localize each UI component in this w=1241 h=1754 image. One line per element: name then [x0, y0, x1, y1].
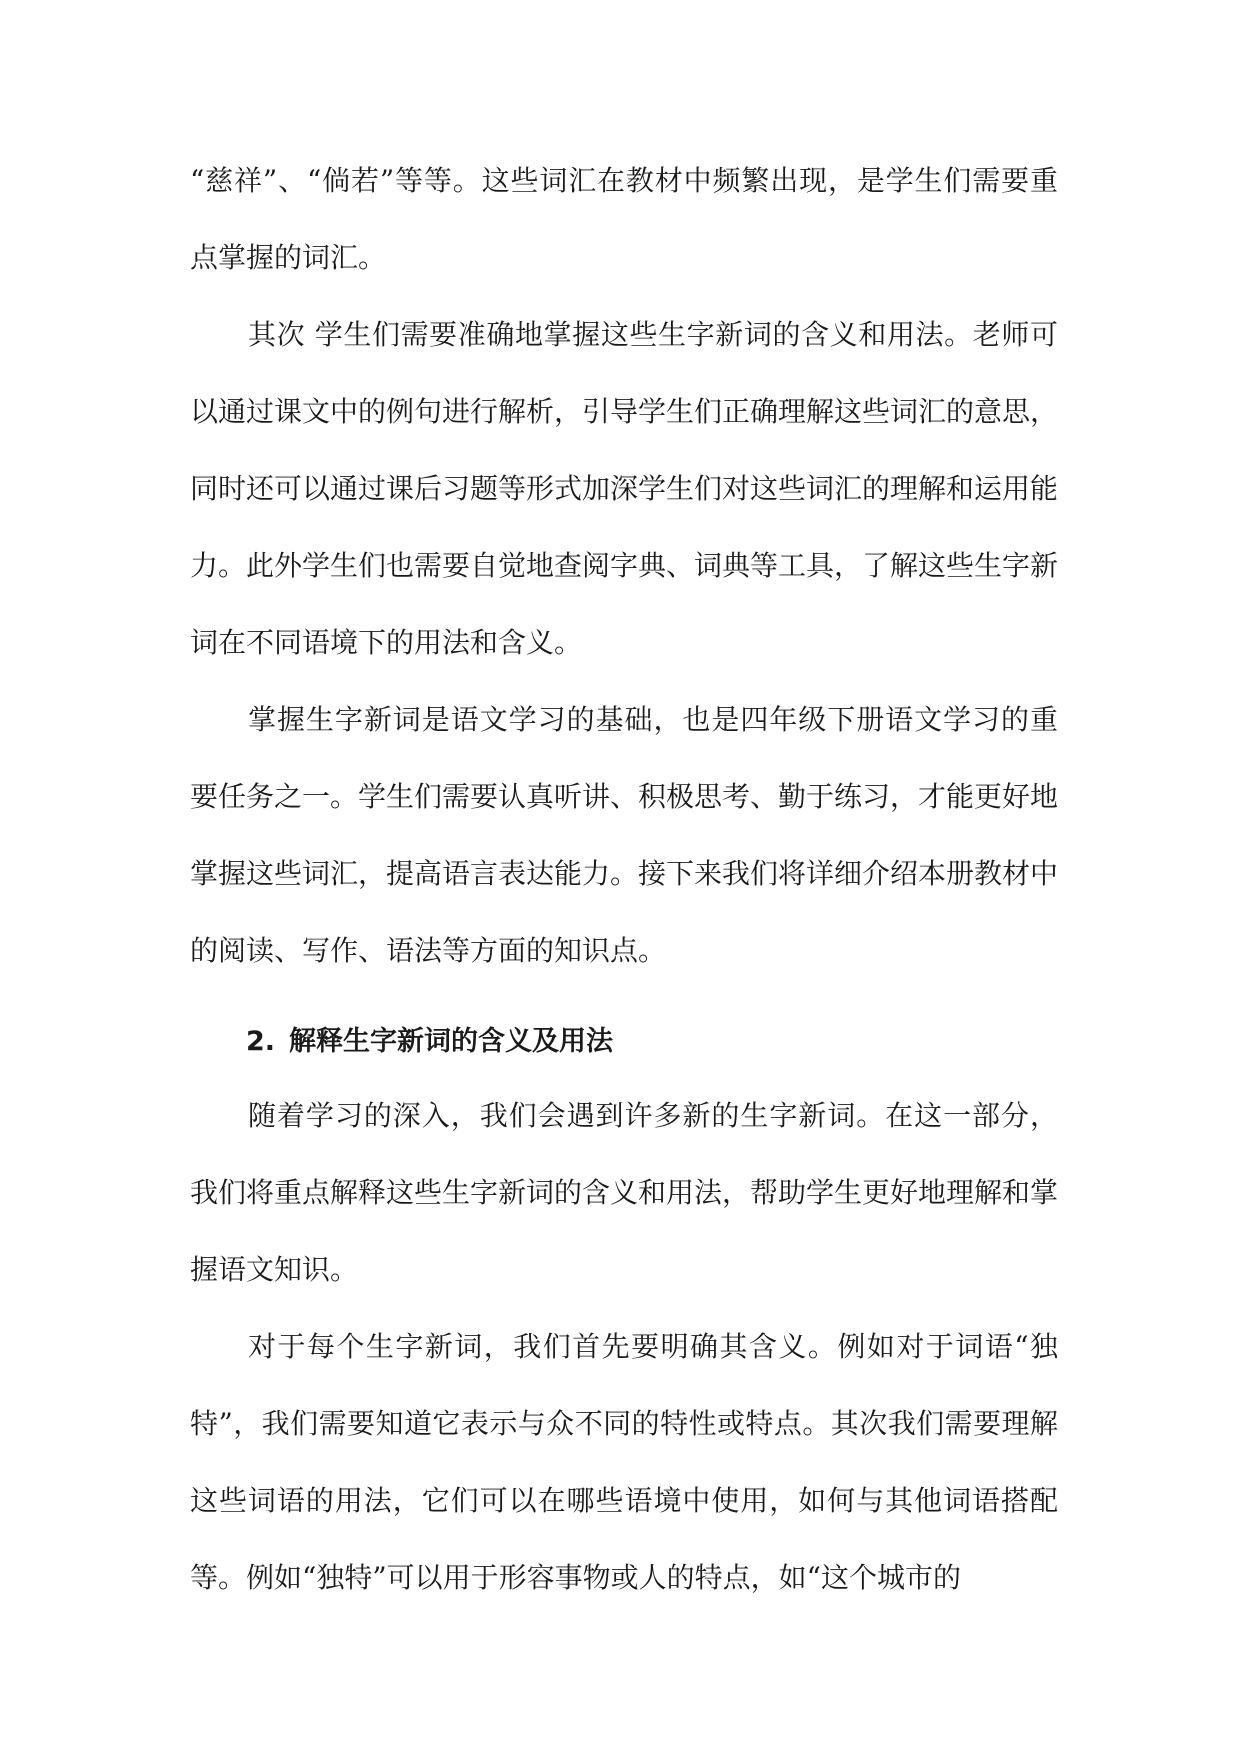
paragraph-1: “慈祥”、“倘若”等等。这些词汇在教材中频繁出现，是学生们需要重点掌握的词汇。 — [190, 164, 1058, 274]
paragraph-3: 掌握生字新词是语文学习的基础，也是四年级下册语文学习的重要任务之一。学生们需要认真听讲、积极思考、勤于练习，才能更好地掌握这些词汇，提高语言表达能力。接下来我们将详细介绍本册教材中的阅读、写作、语法等方面的知识点。 — [190, 703, 1059, 967]
paragraph-5: 对于每个生字新词，我们首先要明确其含义。例如对于词语“独特”，我们需要知道它表示与众不同的特性或特点。其次我们需要理解这些词语的用法，它们可以在哪些语境中使用，如何与其他词语搭配等。例如“独特”可以用于形容事物或人的特点，如“这个城市的 — [190, 1330, 1058, 1594]
section-number: 2. — [246, 1026, 276, 1057]
paragraph-2: 其次 学生们需要准确地掌握这些生字新词的含义和用法。老师可以通过课文中的例句进行解析，引导学生们正确理解这些词汇的意思，同时还可以通过课后习题等形式加深学生们对这些词汇的理解和运用能力。此外学生们也需要自觉地查阅字典、词典等工具，了解这些生字新词在不同语境下的用法和含义。 — [190, 318, 1059, 659]
paragraph-4: 随着学习的深入，我们会遇到许多新的生字新词。在这一部分，我们将重点解释这些生字新词的含义和用法，帮助学生更好地理解和掌握语文知识。 — [190, 1099, 1059, 1286]
document-body — [190, 142, 1058, 1616]
section-title: 解释生字新词的含义及用法 — [289, 1026, 614, 1057]
section-heading — [190, 1007, 1058, 1077]
